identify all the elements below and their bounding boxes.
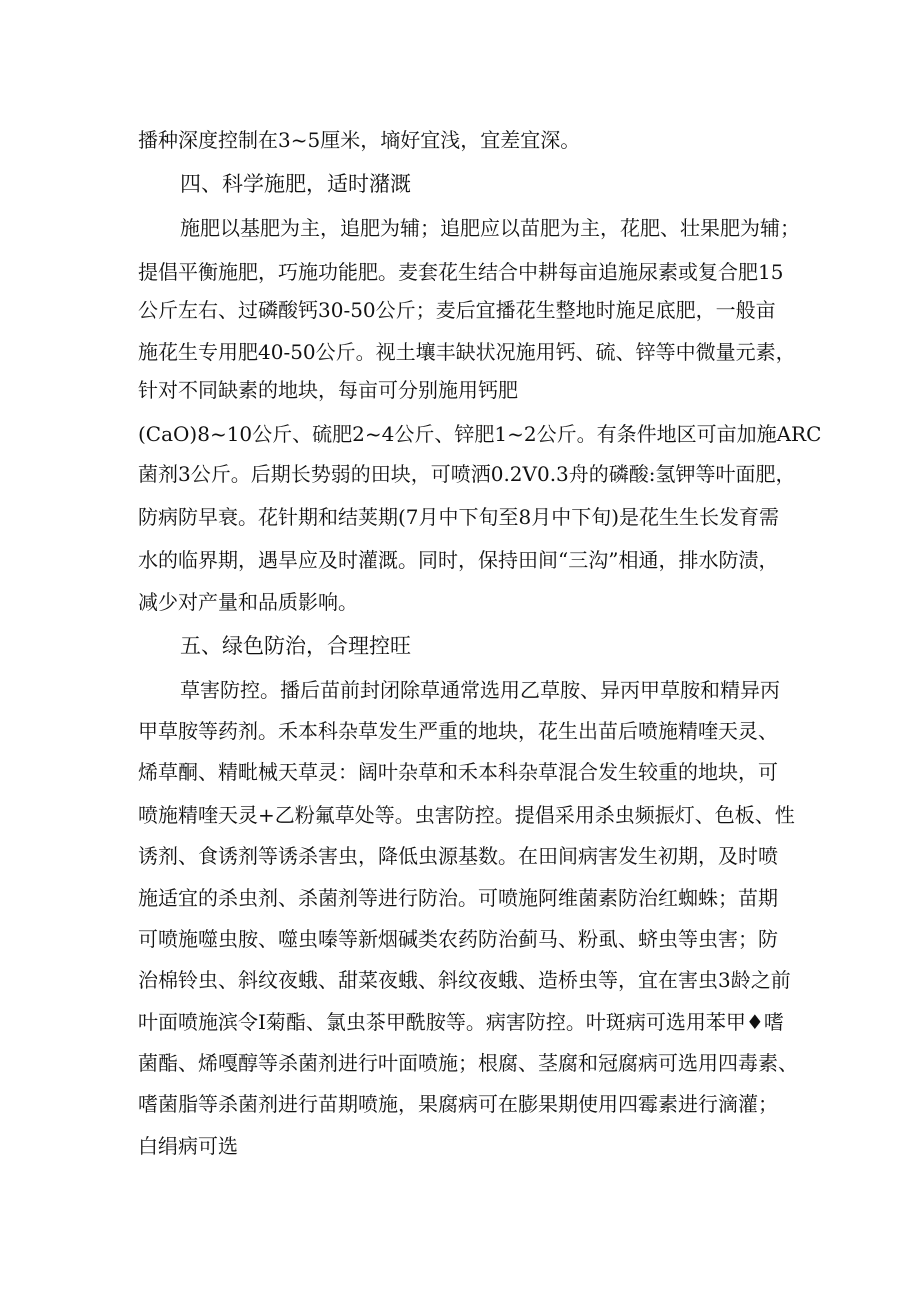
body-text-line: 烯草酮、精毗械天草灵：阔叶杂草和禾本科杂草混合发生较重的地块，可 xyxy=(138,760,778,784)
body-text-line: 嗜菌脂等杀菌剂进行苗期喷施，果腐病可在膨果期使用四霉素进行滴灌； xyxy=(138,1092,778,1116)
body-text-line: 施花生专用肥40-50公斤。视土壤丰缺状况施用钙、硫、锌等中微量元素， xyxy=(138,340,796,364)
body-text-line: 菌酯、烯嘎醇等杀菌剂进行叶面喷施；根腐、茎腐和冠腐病可选用四毒素、 xyxy=(138,1051,798,1075)
body-text-line: 施肥以基肥为主，追肥为辅；追肥应以苗肥为主，花肥、壮果肥为辅； xyxy=(180,216,800,240)
body-text-line: 提倡平衡施肥，巧施功能肥。麦套花生结合中耕每亩追施尿素或复合肥15 xyxy=(138,260,784,284)
body-text-line: 菌剂3公斤。后期长势弱的田块，可喷洒0.2V0.3舟的磷酸:氢钾等叶面肥， xyxy=(138,462,796,486)
body-text-line: 诱剂、食诱剂等诱杀害虫，降低虫源基数。在田间病害发生初期，及时喷 xyxy=(138,844,778,868)
body-text-line: 可喷施噬虫胺、噬虫嗪等新烟碱类农药防治蓟马、粉虱、蛴虫等虫害；防 xyxy=(138,927,778,951)
body-text-line: 叶面喷施滨令I菊酯、氯虫茶甲酰胺等。病害防控。叶斑病可选用苯甲♦嗜 xyxy=(138,1010,784,1034)
body-text-line: (CaO)8~10公斤、硫肥2~4公斤、锌肥1~2公斤。有条件地区可亩加施ARC xyxy=(138,422,822,446)
body-text-line: 白绢病可选 xyxy=(138,1134,238,1158)
body-text-line: 减少对产量和品质影响。 xyxy=(138,590,358,614)
body-text-line: 防病防早衰。花针期和结荚期(7月中下旬至8月中下旬)是花生生长发育需 xyxy=(138,505,780,529)
body-text-line: 草害防控。播后苗前封闭除草通常选用乙草胺、异丙甲草胺和精异丙 xyxy=(180,678,780,702)
body-text-line: 施适宜的杀虫剂、杀菌剂等进行防治。可喷施阿维菌素防治红蜘蛛；苗期 xyxy=(138,886,778,910)
body-text-line: 播种深度控制在3~5厘米，墒好宜浅，宜差宜深。 xyxy=(138,128,581,152)
section-heading-4: 四、科学施肥，适时潴溉 xyxy=(180,172,411,196)
body-text-line: 治棉铃虫、斜纹夜蛾、甜菜夜蛾、斜纹夜蛾、造桥虫等，宜在害虫3龄之前 xyxy=(138,968,791,992)
body-text-line: 针对不同缺素的地块，每亩可分别施用钙肥 xyxy=(138,378,518,402)
body-text-line: 喷施精喹天灵+乙粉氟草处等。虫害防控。提倡采用杀虫频振灯、色板、性 xyxy=(138,803,795,827)
body-text-line: 甲草胺等药剂。禾本科杂草发生严重的地块，花生出苗后喷施精喹天灵、 xyxy=(138,719,778,743)
body-text-line: 公斤左右、过磷酸钙30-50公斤；麦后宜播花生整地时施足底肥，一般亩 xyxy=(138,298,776,322)
section-heading-5: 五、绿色防治，合理控旺 xyxy=(180,634,411,658)
body-text-line: 水的临界期，遇旱应及时灌溉。同时，保持田间“三沟”相通，排水防渍， xyxy=(138,548,779,572)
